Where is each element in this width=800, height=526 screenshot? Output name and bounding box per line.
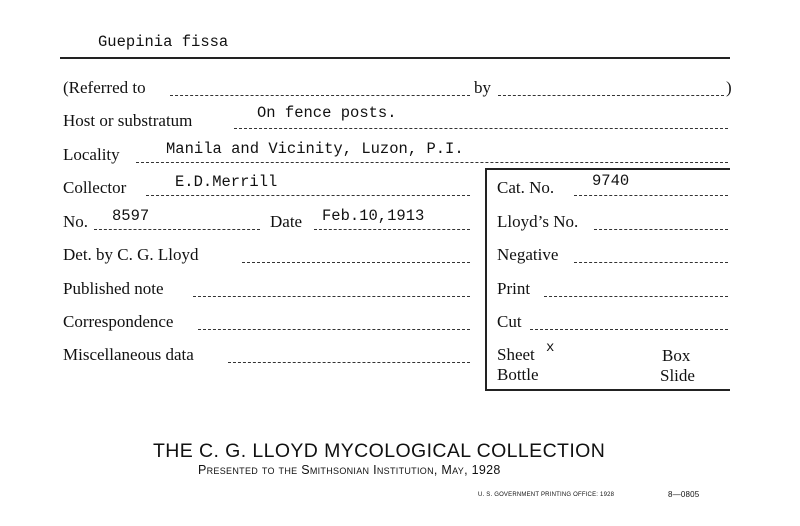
box-top	[485, 168, 730, 170]
date-line	[314, 229, 470, 230]
lloyds-no-line	[594, 229, 728, 230]
misc-label: Miscellaneous data	[63, 345, 194, 364]
lloyds-no-label: Lloyd’s No.	[497, 212, 579, 231]
cat-no-label: Cat. No.	[497, 178, 555, 197]
locality-value: Manila and Vicinity, Luzon, P.I.	[166, 140, 464, 158]
referred-to-line	[170, 95, 470, 96]
date-value: Feb.10,1913	[322, 207, 425, 225]
by-label: by	[474, 78, 491, 97]
det-by-label: Det. by C. G. Lloyd	[63, 245, 199, 264]
bottle-label: Bottle	[497, 365, 539, 384]
sheet-label: Sheet	[497, 345, 535, 364]
correspondence-label: Correspondence	[63, 312, 174, 331]
gpo-imprint: U. S. GOVERNMENT PRINTING OFFICE: 1928	[478, 492, 615, 498]
sheet-mark: x	[546, 340, 555, 356]
number-value: 8597	[112, 207, 150, 225]
published-note-line	[193, 296, 470, 297]
negative-line	[574, 262, 728, 263]
close-paren: )	[726, 78, 732, 97]
print-label: Print	[497, 279, 531, 298]
collector-value: E.D.Merrill	[175, 173, 278, 191]
box-left	[485, 168, 487, 390]
locality-line	[136, 162, 728, 163]
by-line	[498, 95, 724, 96]
print-line	[544, 296, 728, 297]
referred-to-label: (Referred to	[63, 78, 146, 97]
cut-line	[530, 329, 728, 330]
number-label: No.	[63, 212, 89, 231]
box-label: Box	[662, 346, 691, 365]
cut-label: Cut	[497, 312, 522, 331]
locality-label: Locality	[63, 145, 120, 164]
date-label: Date	[270, 212, 303, 231]
collector-line	[146, 195, 470, 196]
collection-title: THE C. G. LLOYD MYCOLOGICAL COLLECTION	[153, 440, 606, 462]
published-note-label: Published note	[63, 279, 164, 298]
slide-label: Slide	[660, 366, 695, 385]
name-underline	[60, 57, 730, 59]
negative-label: Negative	[497, 245, 559, 264]
host-value: On fence posts.	[257, 104, 397, 122]
correspondence-line	[198, 329, 470, 330]
collector-label: Collector	[63, 178, 127, 197]
det-by-line	[242, 262, 470, 263]
cat-no-line	[574, 195, 728, 196]
cat-no-value: 9740	[592, 172, 630, 190]
host-label: Host or substratum	[63, 111, 193, 130]
collection-subtitle: Presented to the Smithsonian Institution, May, 1928	[198, 463, 501, 477]
specimen-name: Guepinia fissa	[98, 33, 229, 51]
host-line	[234, 128, 728, 129]
form-code: 8—0805	[668, 490, 700, 499]
misc-line	[228, 362, 470, 363]
box-bottom	[485, 389, 730, 391]
number-line	[94, 229, 260, 230]
